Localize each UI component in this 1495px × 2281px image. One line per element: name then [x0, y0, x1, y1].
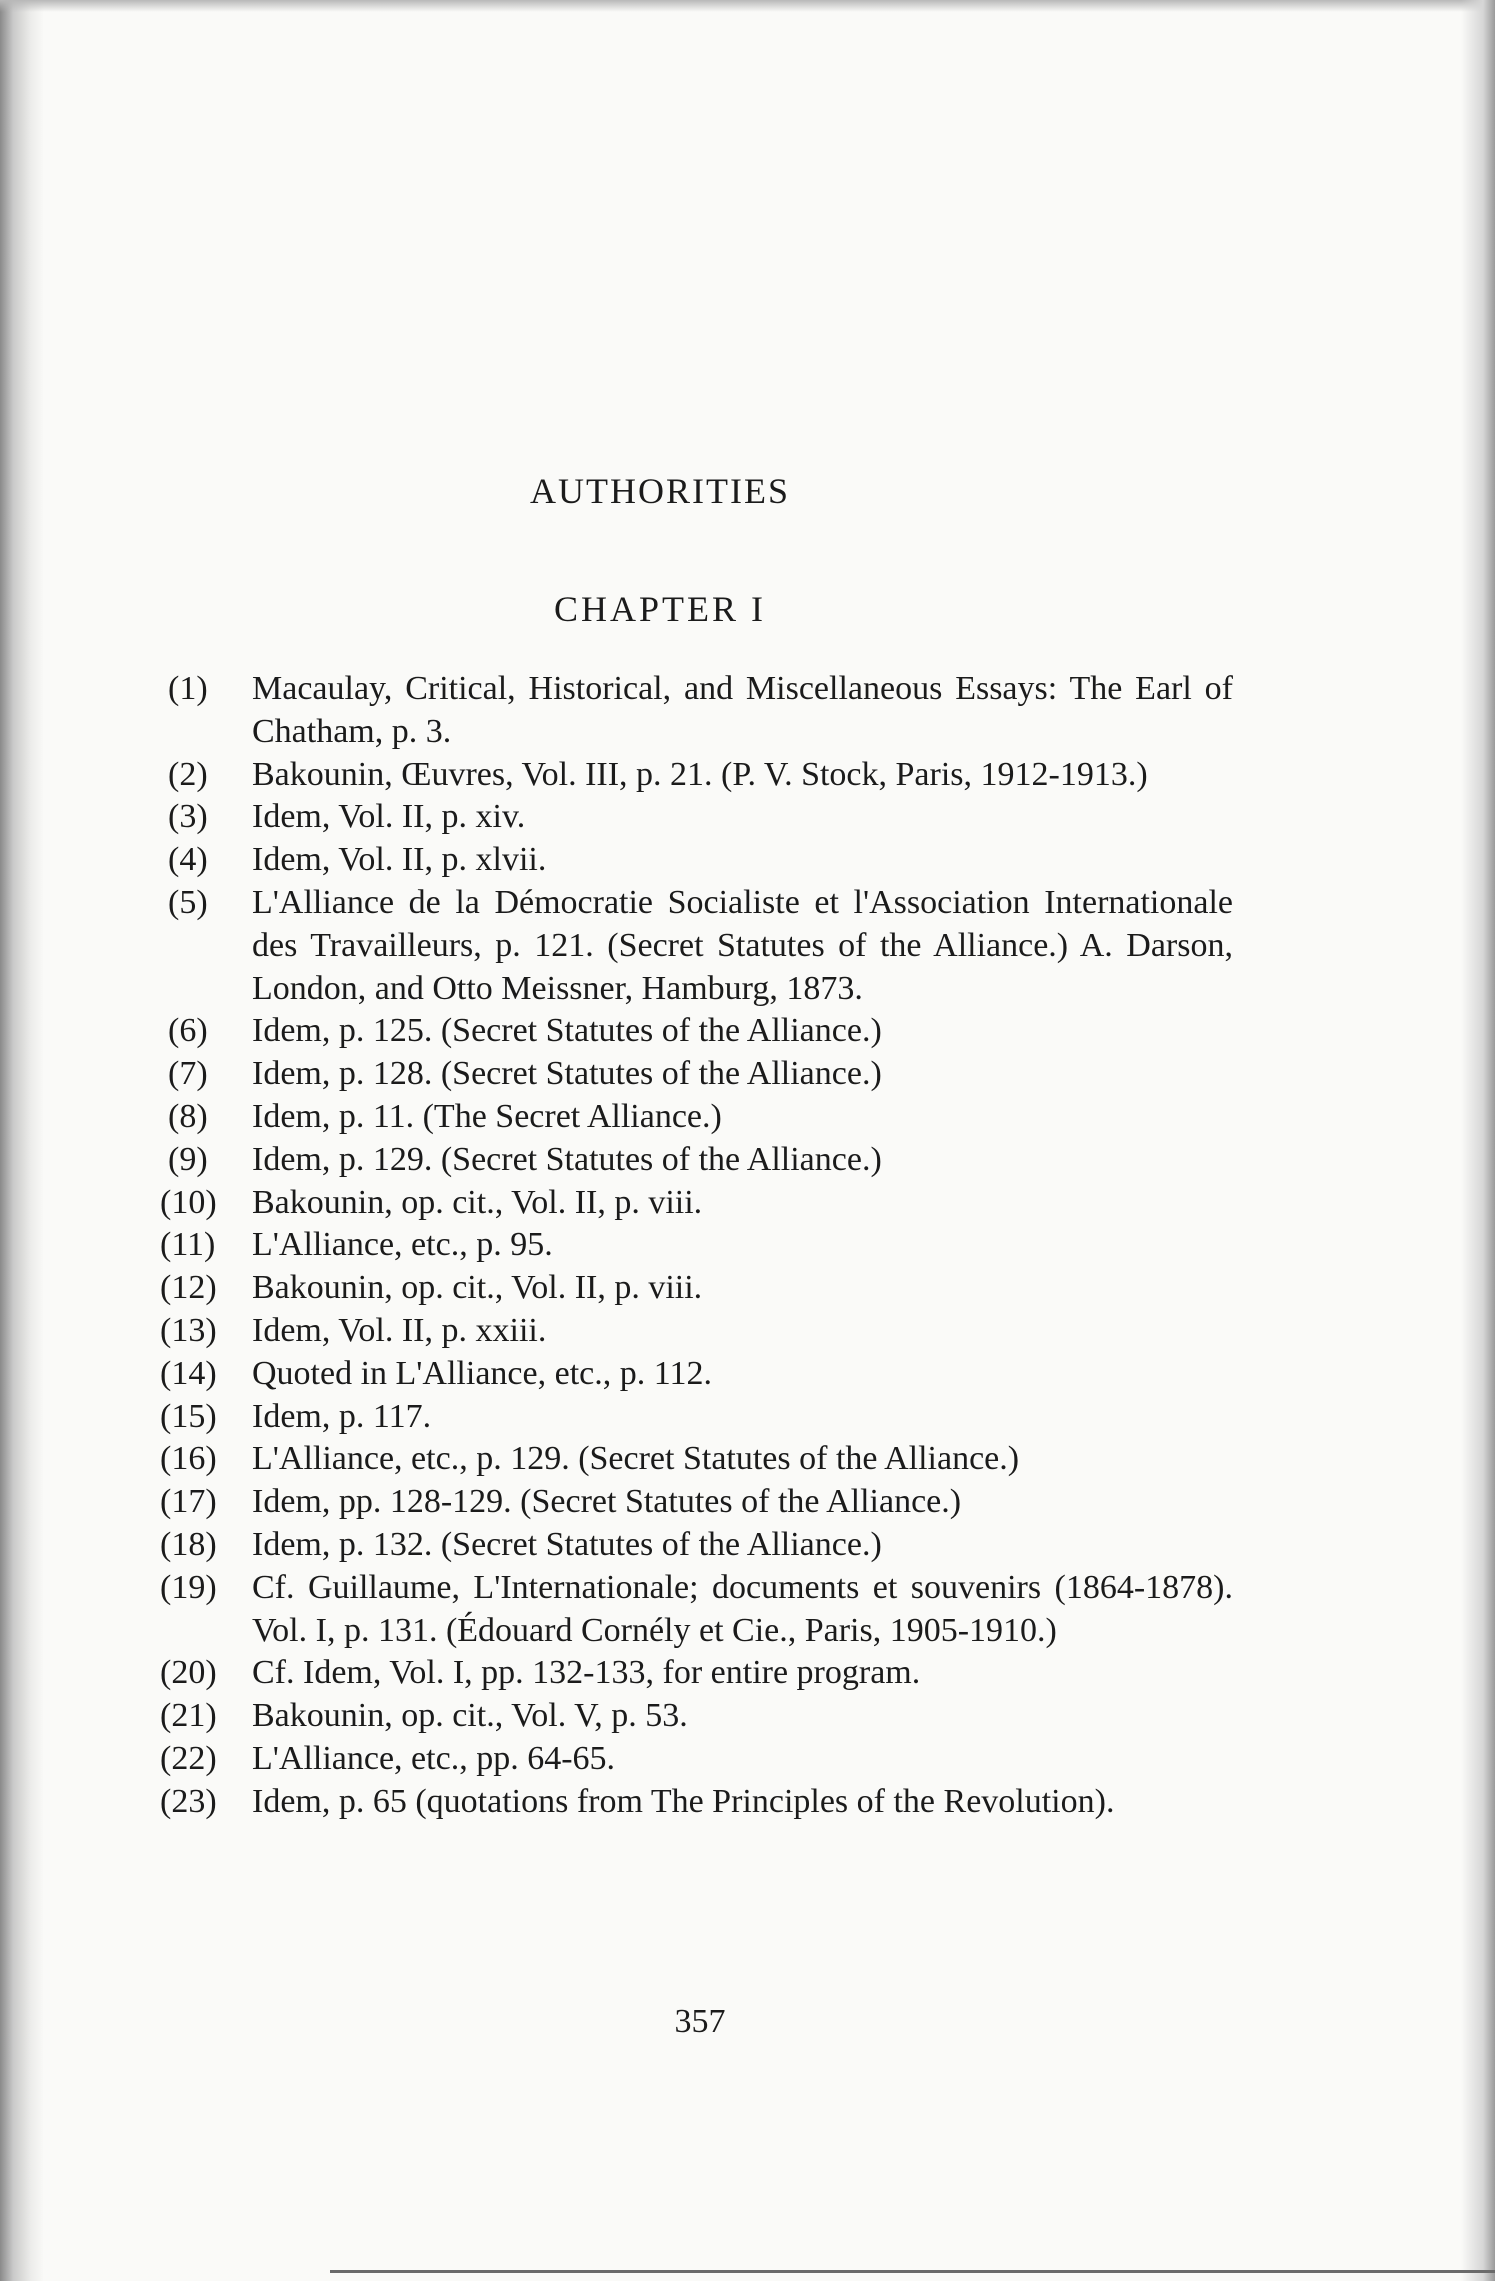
reference-entry [160, 1310, 1233, 1353]
reference-entry [160, 1182, 1233, 1225]
reference-entry [160, 1695, 1233, 1738]
reference-entry [160, 1652, 1233, 1695]
reference-number: (11) [160, 1226, 216, 1264]
reference-text: L'Alliance, etc., pp. 64-65. [252, 1739, 616, 1777]
reference-text: Cf. Idem, Vol. I, pp. 132-133, for entire program. [252, 1654, 921, 1692]
reference-number: (4) [168, 841, 208, 879]
reference-number: (20) [160, 1654, 217, 1692]
reference-entry [168, 882, 1233, 1010]
page-title: AUTHORITIES [530, 471, 790, 511]
reference-number: (14) [160, 1354, 217, 1392]
reference-entry [160, 1396, 1233, 1439]
reference-entry [160, 1438, 1233, 1481]
reference-text: L'Alliance, etc., p. 95. [252, 1226, 553, 1264]
reference-text: L'Alliance de la Démocratie Socialiste et l'Association Internationale des Travailleurs, p. 121. (Secret Statutes of the Alliance.) A. Darson, London, and Otto Meissner, Hamburg, 1873. [252, 883, 1233, 1007]
reference-number: (8) [168, 1097, 208, 1135]
reference-text: Idem, pp. 128-129. (Secret Statutes of the Alliance.) [252, 1483, 962, 1521]
reference-number: (21) [160, 1697, 217, 1735]
reference-entry [160, 1267, 1233, 1310]
reference-entry [160, 1224, 1233, 1267]
reference-text: Bakounin, op. cit., Vol. V, p. 53. [252, 1697, 688, 1735]
reference-text: Macaulay, Critical, Historical, and Miscellaneous Essays: The Earl of Chatham, p. 3. [252, 670, 1233, 750]
reference-number: (7) [168, 1055, 208, 1093]
reference-entry [160, 1567, 1233, 1653]
reference-number: (12) [160, 1269, 217, 1307]
reference-text: Bakounin, Œuvres, Vol. III, p. 21. (P. V. Stock, Paris, 1912-1913.) [252, 755, 1148, 793]
chapter-heading: CHAPTER I [553, 589, 766, 629]
reference-number: (1) [168, 670, 208, 707]
reference-number: (2) [168, 755, 208, 793]
scan-edge-bottom [330, 2270, 1495, 2273]
reference-entry [160, 1781, 1233, 1824]
reference-number: (18) [160, 1525, 217, 1563]
reference-number: (13) [160, 1311, 217, 1349]
reference-text: Quoted in L'Alliance, etc., p. 112. [252, 1354, 712, 1392]
reference-entry [160, 1481, 1233, 1524]
scan-edge-left [0, 0, 44, 2281]
reference-number: (3) [168, 798, 208, 836]
reference-entry [168, 1139, 1233, 1182]
reference-text: Idem, Vol. II, p. xiv. [252, 798, 526, 836]
reference-number: (16) [160, 1440, 217, 1478]
reference-number: (5) [168, 883, 208, 921]
reference-entry [168, 1010, 1233, 1053]
reference-text: Bakounin, op. cit., Vol. II, p. viii. [252, 1269, 703, 1307]
reference-entry [168, 754, 1233, 797]
scan-edge-right [1461, 0, 1495, 2281]
reference-entry [168, 796, 1233, 839]
reference-number: (17) [160, 1483, 217, 1521]
reference-text: Bakounin, op. cit., Vol. II, p. viii. [252, 1183, 703, 1221]
reference-number: (6) [168, 1012, 208, 1050]
reference-entry [168, 1053, 1233, 1096]
reference-entry [160, 1353, 1233, 1396]
reference-number: (15) [160, 1397, 217, 1435]
scan-edge-top [0, 0, 1495, 12]
reference-entry [160, 1738, 1233, 1781]
reference-entry [168, 668, 1233, 754]
reference-text: L'Alliance, etc., p. 129. (Secret Statutes of the Alliance.) [252, 1440, 1020, 1478]
reference-number: (23) [160, 1782, 217, 1820]
page-number: 357 [674, 2003, 726, 2040]
reference-entry [160, 1524, 1233, 1567]
reference-entry [168, 839, 1233, 882]
reference-text: Idem, p. 11. (The Secret Alliance.) [252, 1097, 722, 1135]
reference-text: Idem, Vol. II, p. xlvii. [252, 841, 547, 879]
reference-text: Idem, p. 128. (Secret Statutes of the Alliance.) [252, 1055, 882, 1093]
reference-list [160, 668, 1233, 1824]
reference-text: Idem, p. 65 (quotations from The Principles of the Revolution). [252, 1782, 1115, 1820]
reference-text: Idem, p. 117. [252, 1397, 432, 1435]
reference-text: Idem, Vol. II, p. xxiii. [252, 1311, 547, 1349]
reference-number: (9) [168, 1140, 208, 1178]
reference-number: (22) [160, 1739, 217, 1777]
reference-text: Cf. Guillaume, L'Internationale; documents et souvenirs (1864-1878). Vol. I, p. 131. (Édouard Cornély et Cie., Paris, 1905-1910.) [252, 1568, 1233, 1649]
reference-entry [168, 1096, 1233, 1139]
reference-number: (10) [160, 1183, 217, 1221]
reference-text: Idem, p. 129. (Secret Statutes of the Alliance.) [252, 1140, 882, 1178]
reference-text: Idem, p. 132. (Secret Statutes of the Alliance.) [252, 1525, 882, 1563]
reference-text: Idem, p. 125. (Secret Statutes of the Alliance.) [252, 1012, 882, 1050]
reference-number: (19) [160, 1568, 217, 1606]
